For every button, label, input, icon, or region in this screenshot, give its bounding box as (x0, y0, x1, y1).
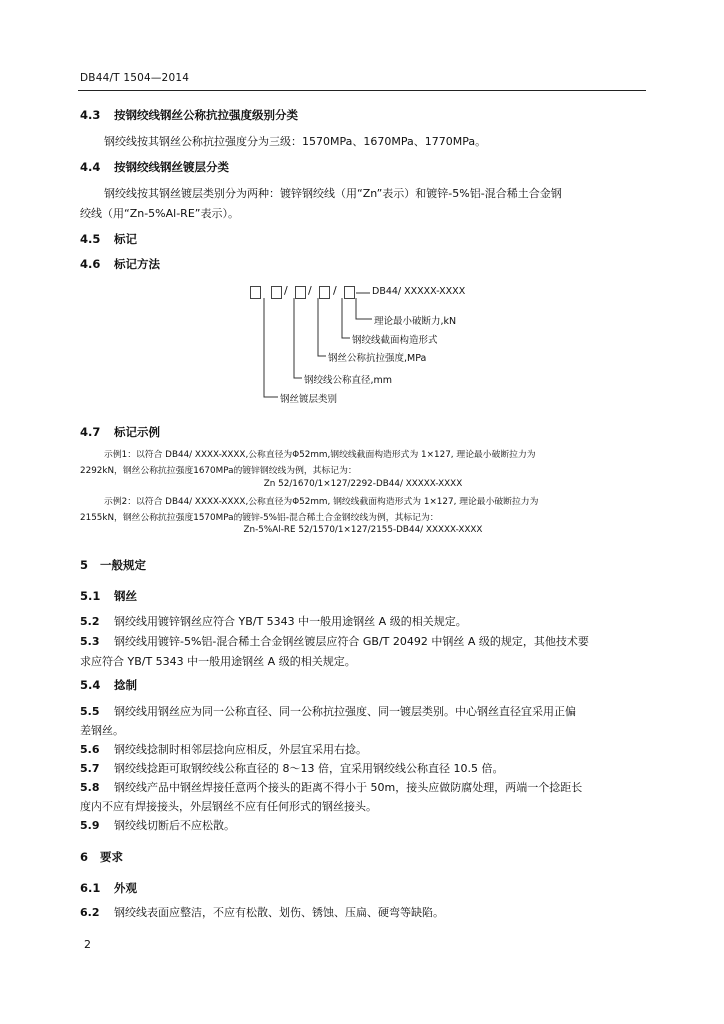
section-4-3-body: 钢绞线按其钢丝公称抗拉强度分为三级：1570MPa、1670MPa、1770MPa。 (104, 135, 487, 148)
separator-slash: / (308, 284, 312, 297)
clause-text: 钢绞线用钢丝应为同一公称直径、同一公称抗拉强度、同一镀层类别。中心钢丝直径宜采用正偏 (114, 705, 576, 718)
example-1-line-2: 2292kN，钢丝公称抗拉强度1670MPa的镀锌钢绞线为例，其标记为： (80, 466, 357, 476)
clause-5-3-line-2: 求应符合 YB/T 5343 中一般用途钢丝 A 级的相关规定。 (80, 655, 356, 668)
clause-number: 5.8 (80, 781, 100, 794)
example-2-line-2: 2155kN，钢丝公称抗拉强度1570MPa的镀锌-5%铝-混合稀土合金钢绞线为例，其标记为： (80, 513, 439, 523)
section-number: 4.3 (80, 108, 101, 122)
section-6-1-heading (80, 880, 137, 896)
separator-slash: / (284, 284, 288, 297)
label-tensile-strength: 钢丝公称抗拉强度,MPa (328, 353, 427, 364)
section-5-heading (80, 557, 146, 573)
separator-slash: / (333, 284, 337, 297)
cross-section-code-box (319, 286, 330, 299)
clause-text: 钢绞线表面应整洁，不应有松散、划伤、锈蚀、压扁、硬弯等缺陷。 (114, 906, 444, 919)
clause-number: 5.3 (80, 635, 100, 648)
clause-5-9 (80, 817, 235, 833)
section-5-4-heading (80, 677, 137, 693)
example-2-line-1: 示例2：以符合 DB44/ XXXX-XXXX,公称直径为Φ52mm, 钢绞线截面构造形式为 1×127, 理论最小破断拉力为 (104, 497, 539, 507)
clause-number: 6.2 (80, 906, 100, 919)
section-title: 钢丝 (114, 589, 137, 603)
page-number: 2 (84, 938, 91, 951)
clause-5-7 (80, 760, 503, 776)
section-number: 5 (80, 558, 89, 572)
example-1-marking: Zn 52/1670/1×127/2292-DB44/ XXXXX-XXXX (263, 479, 463, 489)
clause-5-5-line-2: 差钢丝。 (80, 724, 124, 737)
standard-code-header: DB44/T 1504—2014 (80, 72, 190, 84)
section-6-heading (80, 849, 123, 865)
clause-6-2 (80, 904, 444, 920)
label-min-break-force: 理论最小破断力,kN (374, 316, 457, 327)
clause-number: 5.7 (80, 762, 100, 775)
section-4-7-heading (80, 424, 160, 440)
clause-5-5 (80, 703, 576, 719)
clause-text: 钢绞线用镀锌-5%铝-混合稀土合金钢丝镀层应符合 GB/T 20492 中钢丝 A 级的规定，其他技术要 (114, 635, 589, 648)
clause-number: 5.9 (80, 819, 100, 832)
label-cross-section: 钢绞线截面构造形式 (352, 335, 438, 346)
clause-5-2 (80, 613, 467, 629)
clause-text: 钢绞线切断后不应松散。 (114, 819, 235, 832)
label-coating: 钢丝镀层类别 (280, 394, 338, 405)
break-force-code-box (344, 286, 355, 299)
section-title: 外观 (114, 881, 137, 895)
example-1-line-1: 示例1：以符合 DB44/ XXXX-XXXX,公称直径为Φ52mm,钢绞线截面构造形式为 1×127, 理论最小破断拉力为 (104, 450, 536, 460)
section-title: 按钢绞线钢丝公称抗拉强度级别分类 (114, 108, 298, 122)
section-4-4-body-line-1: 钢绞线按其钢丝镀层类别分为两种：镀锌钢绞线（用“Zn”表示）和镀锌-5%铝-混合稀土合金钢 (104, 187, 562, 200)
clause-text: 钢绞线用镀锌钢丝应符合 YB/T 5343 中一般用途钢丝 A 级的相关规定。 (114, 615, 467, 628)
clause-5-8 (80, 779, 582, 795)
section-number: 4.7 (80, 425, 101, 439)
section-number: 4.5 (80, 232, 101, 246)
clause-5-3 (80, 633, 589, 649)
section-4-4-body-line-2: 绞线（用“Zn-5%Al-RE”表示）。 (80, 207, 239, 220)
clause-text: 钢绞线产品中钢丝焊接任意两个接头的距离不得小于 50m，接头应做防腐处理，两端一个捻距长 (114, 781, 583, 794)
section-number: 5.1 (80, 589, 101, 603)
clause-number: 5.2 (80, 615, 100, 628)
section-number: 4.4 (80, 160, 101, 174)
clause-text: 钢绞线捻制时相邻层捻向应相反，外层宜采用右捻。 (114, 743, 367, 756)
section-title: 标记 (114, 232, 137, 246)
diameter-code-box (271, 286, 282, 299)
section-number: 6 (80, 850, 89, 864)
clause-5-6 (80, 741, 367, 757)
coating-code-box (250, 286, 261, 299)
section-number: 6.1 (80, 881, 101, 895)
section-number: 4.6 (80, 257, 101, 271)
section-number: 5.4 (80, 678, 101, 692)
section-title: 标记方法 (114, 257, 160, 271)
section-title: 捻制 (114, 678, 137, 692)
clause-text: 钢绞线捻距可取钢绞线公称直径的 8～13 倍，宜采用钢绞线公称直径 10.5 倍。 (114, 762, 504, 775)
example-2-marking: Zn-5%Al-RE 52/1570/1×127/2155-DB44/ XXXXX-XXXX (243, 525, 483, 535)
standard-suffix: DB44/ XXXXX-XXXX (372, 286, 466, 297)
clause-5-8-line-2: 度内不应有焊接接头，外层钢丝不应有任何形式的钢丝接头。 (80, 800, 377, 813)
section-5-1-heading (80, 588, 137, 604)
clause-number: 5.5 (80, 705, 100, 718)
tensile-strength-code-box (295, 286, 306, 299)
section-title: 一般规定 (100, 558, 146, 572)
section-title: 按钢绞线钢丝镀层分类 (114, 160, 229, 174)
section-title: 要求 (100, 850, 123, 864)
section-title: 标记示例 (114, 425, 160, 439)
clause-number: 5.6 (80, 743, 100, 756)
label-diameter: 钢绞线公称直径,mm (304, 375, 393, 386)
